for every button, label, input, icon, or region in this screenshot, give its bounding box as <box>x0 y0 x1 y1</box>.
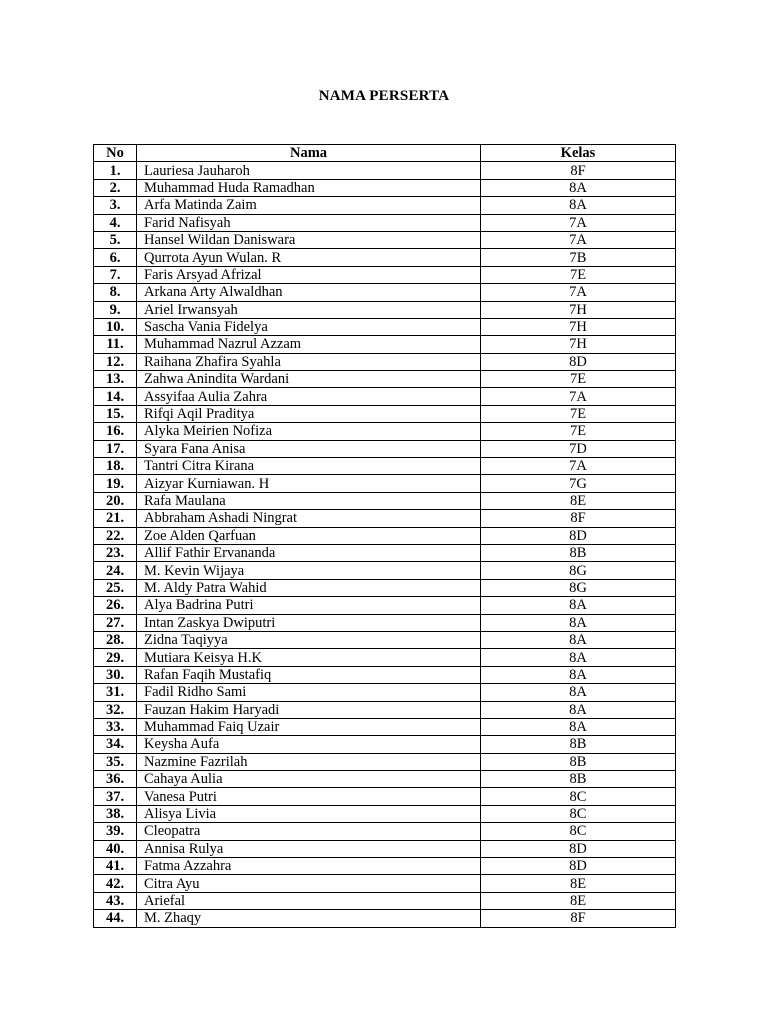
table-row <box>94 510 676 527</box>
participant-name: Alisya Livia <box>137 805 481 822</box>
row-number: 10. <box>94 318 137 335</box>
table-row <box>94 492 676 509</box>
table-row <box>94 910 676 927</box>
row-number: 42. <box>94 875 137 892</box>
table-row <box>94 336 676 353</box>
table-row <box>94 214 676 231</box>
row-number: 9. <box>94 301 137 318</box>
participant-class: 8A <box>481 179 676 196</box>
participant-class: 8A <box>481 649 676 666</box>
participant-class: 7D <box>481 440 676 457</box>
participant-class: 7H <box>481 336 676 353</box>
row-number: 31. <box>94 684 137 701</box>
participant-name: Nazmine Fazrilah <box>137 753 481 770</box>
participant-name: Lauriesa Jauharoh <box>137 162 481 179</box>
participant-class: 7E <box>481 266 676 283</box>
participant-name: Farid Nafisyah <box>137 214 481 231</box>
participant-name: Muhammad Faiq Uzair <box>137 718 481 735</box>
participant-name: Vanesa Putri <box>137 788 481 805</box>
row-number: 33. <box>94 718 137 735</box>
participant-class: 7E <box>481 371 676 388</box>
participant-name: Alyka Meirien Nofiza <box>137 423 481 440</box>
participant-name: Arfa Matinda Zaim <box>137 197 481 214</box>
table-row <box>94 179 676 196</box>
row-number: 14. <box>94 388 137 405</box>
participant-class: 8F <box>481 510 676 527</box>
participant-class: 8A <box>481 684 676 701</box>
table-row <box>94 371 676 388</box>
row-number: 43. <box>94 892 137 909</box>
participant-class: 8B <box>481 544 676 561</box>
table-row <box>94 231 676 248</box>
table-row <box>94 753 676 770</box>
table-row <box>94 301 676 318</box>
participant-name: Arkana Arty Alwaldhan <box>137 284 481 301</box>
participant-class: 7A <box>481 231 676 248</box>
participant-name: Muhammad Nazrul Azzam <box>137 336 481 353</box>
table-row <box>94 718 676 735</box>
table-row <box>94 162 676 179</box>
table-row <box>94 858 676 875</box>
participant-name: Mutiara Keisya H.K <box>137 649 481 666</box>
participant-name: Fauzan Hakim Haryadi <box>137 701 481 718</box>
participant-class: 8A <box>481 718 676 735</box>
participant-name: Tantri Citra Kirana <box>137 458 481 475</box>
participant-name: M. Aldy Patra Wahid <box>137 579 481 596</box>
participant-class: 8D <box>481 858 676 875</box>
row-number: 28. <box>94 631 137 648</box>
row-number: 2. <box>94 179 137 196</box>
table-row <box>94 684 676 701</box>
participant-name: Zidna Taqiyya <box>137 631 481 648</box>
participant-name: Zahwa Anindita Wardani <box>137 371 481 388</box>
participant-name: Assyifaa Aulia Zahra <box>137 388 481 405</box>
table-row <box>94 840 676 857</box>
table-row <box>94 892 676 909</box>
row-number: 13. <box>94 371 137 388</box>
row-number: 32. <box>94 701 137 718</box>
table-row <box>94 527 676 544</box>
participant-class: 8E <box>481 892 676 909</box>
table-row <box>94 805 676 822</box>
table-row <box>94 788 676 805</box>
table-row <box>94 736 676 753</box>
participant-name: Zoe Alden Qarfuan <box>137 527 481 544</box>
table-row <box>94 666 676 683</box>
row-number: 25. <box>94 579 137 596</box>
participant-class: 8C <box>481 805 676 822</box>
row-number: 16. <box>94 423 137 440</box>
table-row <box>94 440 676 457</box>
participant-class: 8B <box>481 771 676 788</box>
participant-name: Cahaya Aulia <box>137 771 481 788</box>
table-row <box>94 649 676 666</box>
participant-class: 8F <box>481 910 676 927</box>
participant-class: 7A <box>481 458 676 475</box>
participant-class: 8A <box>481 631 676 648</box>
participant-name: Faris Arsyad Afrizal <box>137 266 481 283</box>
participant-class: 8A <box>481 666 676 683</box>
table-row <box>94 823 676 840</box>
participant-name: Sascha Vania Fidelya <box>137 318 481 335</box>
participant-class: 8E <box>481 492 676 509</box>
participant-name: Syara Fana Anisa <box>137 440 481 457</box>
participant-class: 7H <box>481 318 676 335</box>
participant-class: 7B <box>481 249 676 266</box>
page-title: NAMA PERSERTA <box>318 88 450 104</box>
row-number: 39. <box>94 823 137 840</box>
table-row <box>94 353 676 370</box>
participant-name: Annisa Rulya <box>137 840 481 857</box>
row-number: 35. <box>94 753 137 770</box>
participant-name: Muhammad Huda Ramadhan <box>137 179 481 196</box>
row-number: 38. <box>94 805 137 822</box>
row-number: 36. <box>94 771 137 788</box>
row-number: 19. <box>94 475 137 492</box>
table-row <box>94 266 676 283</box>
row-number: 37. <box>94 788 137 805</box>
row-number: 5. <box>94 231 137 248</box>
participant-class: 7A <box>481 388 676 405</box>
row-number: 44. <box>94 910 137 927</box>
row-number: 1. <box>94 162 137 179</box>
table-row <box>94 405 676 422</box>
participant-class: 8A <box>481 614 676 631</box>
table-row <box>94 388 676 405</box>
row-number: 17. <box>94 440 137 457</box>
row-number: 41. <box>94 858 137 875</box>
participant-name: Ariefal <box>137 892 481 909</box>
row-number: 12. <box>94 353 137 370</box>
participant-class: 8A <box>481 197 676 214</box>
table-row <box>94 284 676 301</box>
participant-class: 7A <box>481 284 676 301</box>
row-number: 6. <box>94 249 137 266</box>
participant-name: Abbraham Ashadi Ningrat <box>137 510 481 527</box>
participant-class: 8D <box>481 527 676 544</box>
participant-name: Keysha Aufa <box>137 736 481 753</box>
participant-name: Rafa Maulana <box>137 492 481 509</box>
participant-class: 7E <box>481 405 676 422</box>
row-number: 8. <box>94 284 137 301</box>
participant-class: 8G <box>481 579 676 596</box>
participant-class: 8B <box>481 736 676 753</box>
table-header-row <box>94 145 676 162</box>
participant-class: 8C <box>481 788 676 805</box>
table-row <box>94 249 676 266</box>
row-number: 3. <box>94 197 137 214</box>
participant-table <box>93 144 676 928</box>
participant-name: Fatma Azzahra <box>137 858 481 875</box>
row-number: 23. <box>94 544 137 561</box>
participant-name: Cleopatra <box>137 823 481 840</box>
participant-class: 8C <box>481 823 676 840</box>
table-row <box>94 318 676 335</box>
row-number: 29. <box>94 649 137 666</box>
participant-name: Rafan Faqih Mustafiq <box>137 666 481 683</box>
participant-class: 8A <box>481 597 676 614</box>
table-row <box>94 631 676 648</box>
table-row <box>94 562 676 579</box>
table-row <box>94 701 676 718</box>
row-number: 26. <box>94 597 137 614</box>
participant-name: Qurrota Ayun Wulan. R <box>137 249 481 266</box>
participant-name: Alya Badrina Putri <box>137 597 481 614</box>
row-number: 40. <box>94 840 137 857</box>
header-class: Kelas <box>481 145 676 162</box>
row-number: 21. <box>94 510 137 527</box>
table-row <box>94 771 676 788</box>
table-body <box>94 162 676 927</box>
header-name: Nama <box>137 145 481 162</box>
row-number: 15. <box>94 405 137 422</box>
participant-class: 7E <box>481 423 676 440</box>
row-number: 27. <box>94 614 137 631</box>
table-row <box>94 544 676 561</box>
participant-class: 7A <box>481 214 676 231</box>
participant-class: 8D <box>481 840 676 857</box>
row-number: 30. <box>94 666 137 683</box>
participant-class: 7G <box>481 475 676 492</box>
participant-name: Aizyar Kurniawan. H <box>137 475 481 492</box>
row-number: 22. <box>94 527 137 544</box>
table-row <box>94 597 676 614</box>
participant-name: Citra Ayu <box>137 875 481 892</box>
participant-name: M. Zhaqy <box>137 910 481 927</box>
participant-class: 8A <box>481 701 676 718</box>
row-number: 4. <box>94 214 137 231</box>
row-number: 34. <box>94 736 137 753</box>
row-number: 20. <box>94 492 137 509</box>
table-row <box>94 197 676 214</box>
table-row <box>94 458 676 475</box>
row-number: 18. <box>94 458 137 475</box>
row-number: 24. <box>94 562 137 579</box>
participant-name: Rifqi Aqil Praditya <box>137 405 481 422</box>
participant-name: Intan Zaskya Dwiputri <box>137 614 481 631</box>
participant-name: Fadil Ridho Sami <box>137 684 481 701</box>
header-no: No <box>94 145 137 162</box>
participant-name: Hansel Wildan Daniswara <box>137 231 481 248</box>
table-row <box>94 614 676 631</box>
row-number: 11. <box>94 336 137 353</box>
participant-name: M. Kevin Wijaya <box>137 562 481 579</box>
participant-class: 8D <box>481 353 676 370</box>
participant-name: Raihana Zhafira Syahla <box>137 353 481 370</box>
table-row <box>94 423 676 440</box>
table-row <box>94 579 676 596</box>
participant-name: Ariel Irwansyah <box>137 301 481 318</box>
participant-class: 8B <box>481 753 676 770</box>
table-row <box>94 875 676 892</box>
table-row <box>94 475 676 492</box>
row-number: 7. <box>94 266 137 283</box>
participant-class: 7H <box>481 301 676 318</box>
participant-class: 8G <box>481 562 676 579</box>
participant-name: Allif Fathir Ervananda <box>137 544 481 561</box>
participant-class: 8E <box>481 875 676 892</box>
participant-class: 8F <box>481 162 676 179</box>
